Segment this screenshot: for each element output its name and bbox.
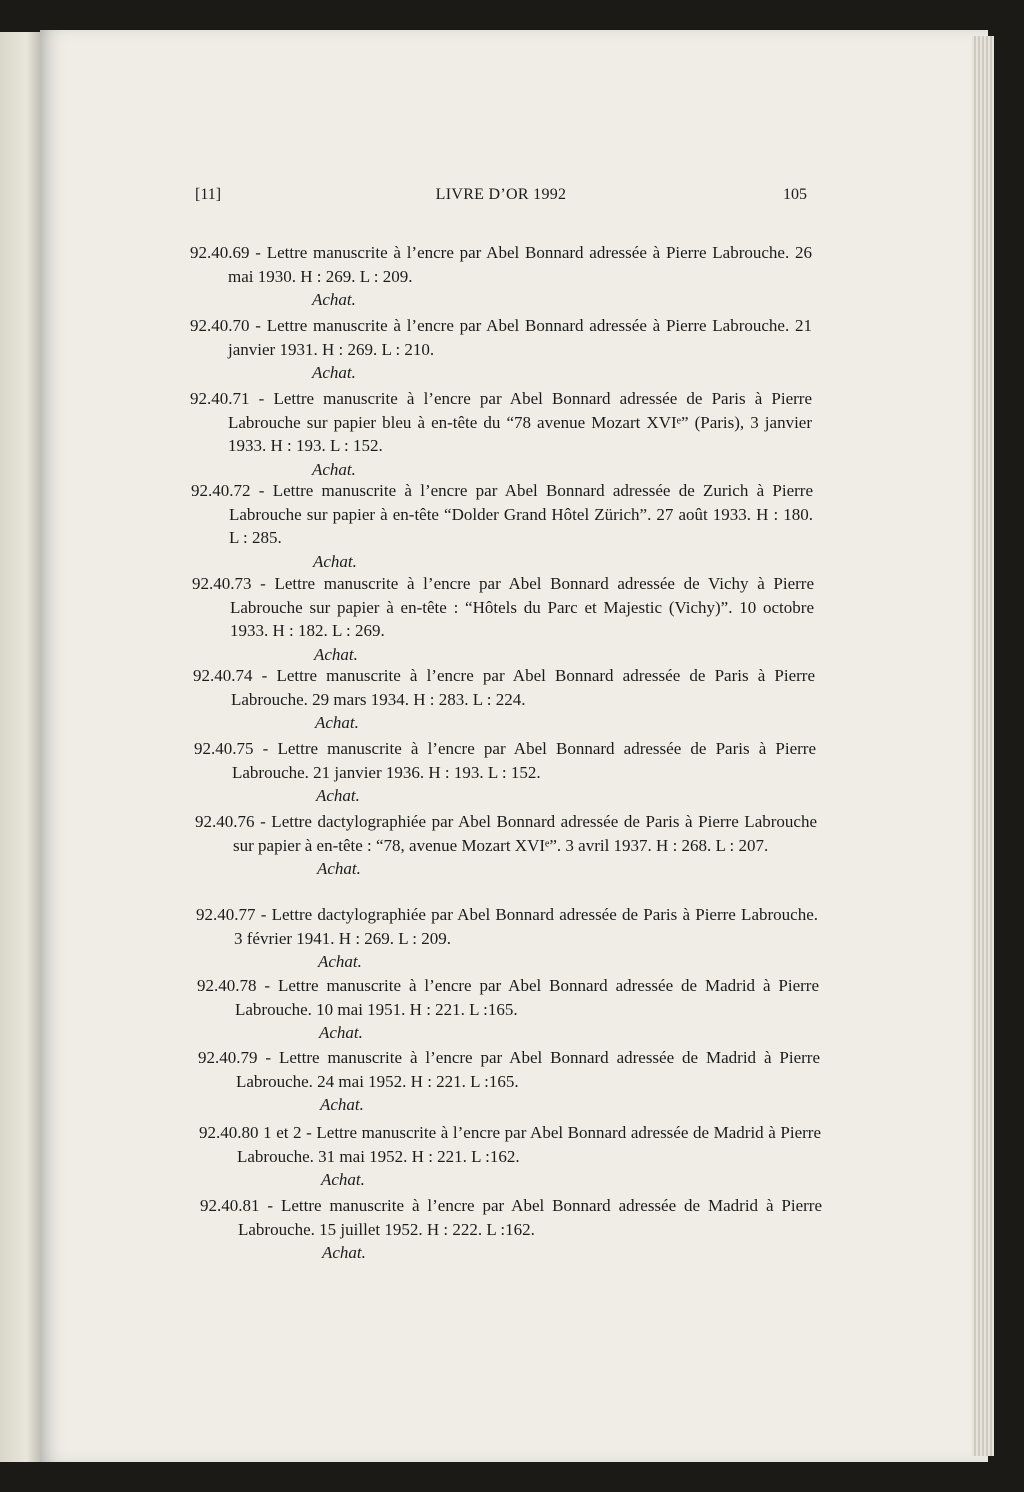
entry-acquisition: Achat. — [320, 1095, 364, 1114]
catalogue-entry — [193, 664, 815, 735]
entry-acquisition: Achat. — [317, 859, 361, 878]
entry-body — [195, 810, 817, 857]
entry-id: 92.40.79 — [198, 1048, 258, 1067]
entry-body — [190, 387, 812, 458]
entry-description: - Lettre manuscrite à l’encre par Abel Bonnard adressée de Vichy à Pierre Labrouche sur papier à en-tête : “Hôtels du Parc et Majestic (Vichy)”. 10 octobre 1933. H : 182. L : 269. — [230, 574, 814, 640]
entry-body — [197, 974, 819, 1021]
entry-id: 92.40.70 — [190, 316, 250, 335]
entry-body — [193, 664, 815, 711]
entry-acquisition: Achat. — [312, 363, 356, 382]
catalogue-entry — [200, 1194, 822, 1265]
entry-body — [192, 572, 814, 643]
entry-description: - Lettre manuscrite à l’encre par Abel Bonnard adressée de Madrid à Pierre Labrouche. 24 mai 1952. H : 221. L :165. — [236, 1048, 820, 1091]
entry-id: 92.40.71 — [190, 389, 250, 408]
catalogue-entry — [194, 737, 816, 808]
entry-description: - Lettre dactylographiée par Abel Bonnard adressée de Paris à Pierre Labrouche. 3 février 1941. H : 269. L : 209. — [234, 905, 818, 948]
entry-body — [194, 737, 816, 784]
entry-description: - Lettre dactylographiée par Abel Bonnard adressée de Paris à Pierre Labrouche sur papier à en-tête : “78, avenue Mozart XVIᵉ”. 3 avril 1937. H : 268. L : 207. — [233, 812, 817, 855]
entry-acquisition: Achat. — [315, 713, 359, 732]
page-number: 105 — [783, 186, 807, 203]
entry-acquisition: Achat. — [322, 1243, 366, 1262]
catalogue-entry — [199, 1121, 821, 1192]
entry-body — [191, 479, 813, 550]
entry-id: 92.40.77 — [196, 905, 256, 924]
entry-acquisition: Achat. — [314, 644, 358, 664]
entry-id: 92.40.74 — [193, 666, 253, 685]
entry-id: 92.40.80 — [199, 1123, 259, 1142]
catalogue-entry — [198, 1046, 820, 1117]
entry-body — [196, 903, 818, 950]
catalogue-entry — [190, 314, 812, 385]
entry-id: 92.40.78 — [197, 976, 257, 995]
entry-body — [190, 314, 812, 361]
entry-id: 92.40.73 — [192, 574, 252, 593]
entry-description: - Lettre manuscrite à l’encre par Abel Bonnard adressée de Paris à Pierre Labrouche. 29 mars 1934. H : 283. L : 224. — [231, 666, 815, 709]
entry-description: - Lettre manuscrite à l’encre par Abel Bonnard adressée à Pierre Labrouche. 26 mai 1930. H : 269. L : 209. — [228, 243, 812, 286]
entry-acquisition: Achat. — [321, 1170, 365, 1189]
entry-description: - Lettre manuscrite à l’encre par Abel Bonnard adressée à Pierre Labrouche. 21 janvier 1931. H : 269. L : 210. — [228, 316, 812, 359]
entry-acquisition: Achat. — [316, 786, 360, 805]
entry-acquisition: Achat. — [319, 1023, 363, 1042]
catalogue-entry — [190, 241, 812, 312]
entry-body — [199, 1121, 821, 1168]
entry-body — [190, 241, 812, 288]
section-number: [11] — [195, 186, 222, 203]
entry-id: 92.40.76 — [195, 812, 255, 831]
catalogue-entry — [196, 903, 818, 974]
entry-description: - Lettre manuscrite à l’encre par Abel Bonnard adressée de Paris à Pierre Labrouche. 21 janvier 1936. H : 193. L : 152. — [232, 739, 816, 782]
entry-acquisition: Achat. — [312, 290, 356, 309]
entry-acquisition: Achat. — [313, 551, 357, 571]
entry-body — [198, 1046, 820, 1093]
catalogue-entry — [197, 974, 819, 1045]
entry-description: - Lettre manuscrite à l’encre par Abel Bonnard adressée de Zurich à Pierre Labrouche sur papier à en-tête “Dolder Grand Hôtel Zürich”. 27 août 1933. H : 180. L : 285. — [229, 481, 813, 547]
entry-description: - Lettre manuscrite à l’encre par Abel Bonnard adressée de Madrid à Pierre Labrouche. 10 mai 1951. H : 221. L :165. — [235, 976, 819, 1019]
entry-description: - Lettre manuscrite à l’encre par Abel Bonnard adressée de Madrid à Pierre Labrouche. 15 juillet 1952. H : 222. L :162. — [238, 1196, 822, 1239]
entry-description: 1 et 2 - Lettre manuscrite à l’encre par Abel Bonnard adressée de Madrid à Pierre Labrouche. 31 mai 1952. H : 221. L :162. — [237, 1123, 821, 1166]
entry-body — [200, 1194, 822, 1241]
entry-acquisition: Achat. — [318, 952, 362, 971]
catalogue-entry — [190, 387, 812, 481]
catalogue-entry — [195, 810, 817, 881]
entry-id: 92.40.72 — [191, 481, 251, 500]
entry-acquisition: Achat. — [312, 459, 356, 479]
catalogue-entry — [191, 479, 813, 573]
entry-id: 92.40.81 — [200, 1196, 260, 1215]
entry-id: 92.40.75 — [194, 739, 254, 758]
entry-id: 92.40.69 — [190, 243, 250, 262]
catalogue-entry — [192, 572, 814, 666]
entry-description: - Lettre manuscrite à l’encre par Abel Bonnard adressée de Paris à Pierre Labrouche sur papier bleu à en-tête du “78 avenue Mozart XVIᵉ” (Paris), 3 janvier 1933. H : 193. L : 152. — [228, 389, 812, 455]
running-title: LIVRE D’OR 1992 — [435, 186, 567, 203]
